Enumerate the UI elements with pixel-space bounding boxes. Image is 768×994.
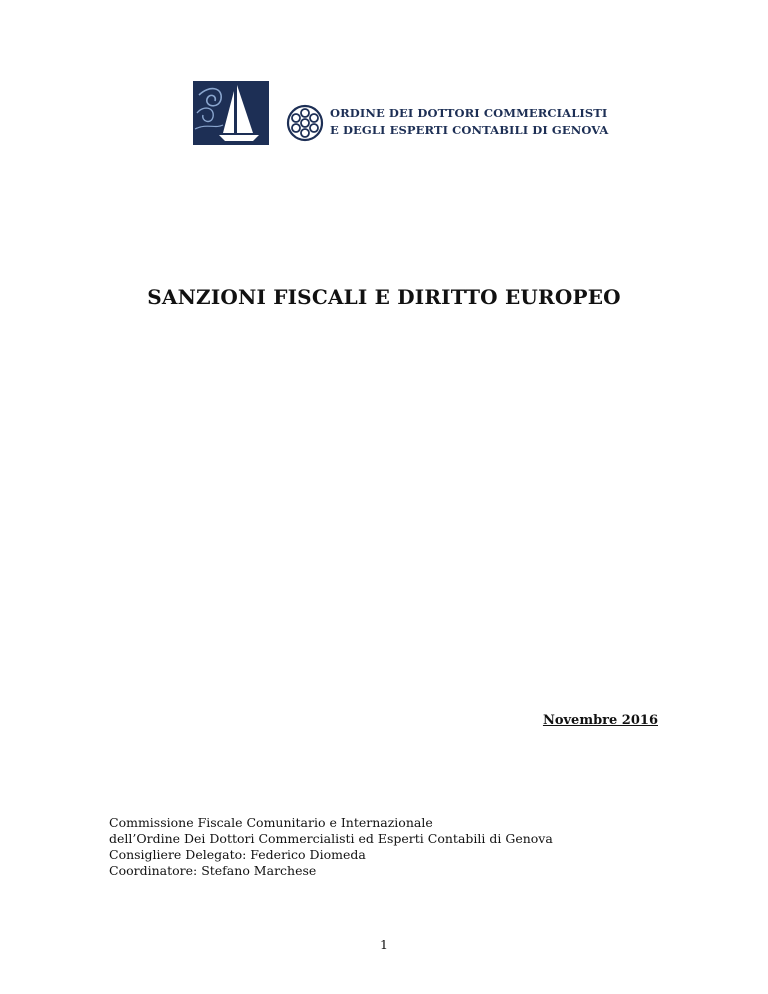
document-date: Novembre 2016 <box>542 713 658 728</box>
credits-block <box>109 815 553 879</box>
page-number: 1 <box>380 937 388 952</box>
organization-name <box>330 105 608 139</box>
council-seal-icon <box>286 104 324 142</box>
credits-organization: dell’Ordine Dei Dottori Commercialisti ed Esperti Contabili di Genova <box>109 831 553 846</box>
credits-delegate: Consigliere Delegato: Federico Diomeda <box>109 847 366 862</box>
document-title: SANZIONI FISCALI E DIRITTO EUROPEO <box>147 285 621 309</box>
credits-coordinator: Coordinatore: Stefano Marchese <box>109 863 317 878</box>
organization-name-line-2: E DEGLI ESPERTI CONTABILI DI GENOVA <box>330 123 609 137</box>
organization-name-line-1: ORDINE DEI DOTTORI COMMERCIALISTI <box>330 106 608 120</box>
credits-commission: Commissione Fiscale Comunitario e Internazionale <box>109 815 433 830</box>
sailboat-logo-icon <box>193 81 269 145</box>
